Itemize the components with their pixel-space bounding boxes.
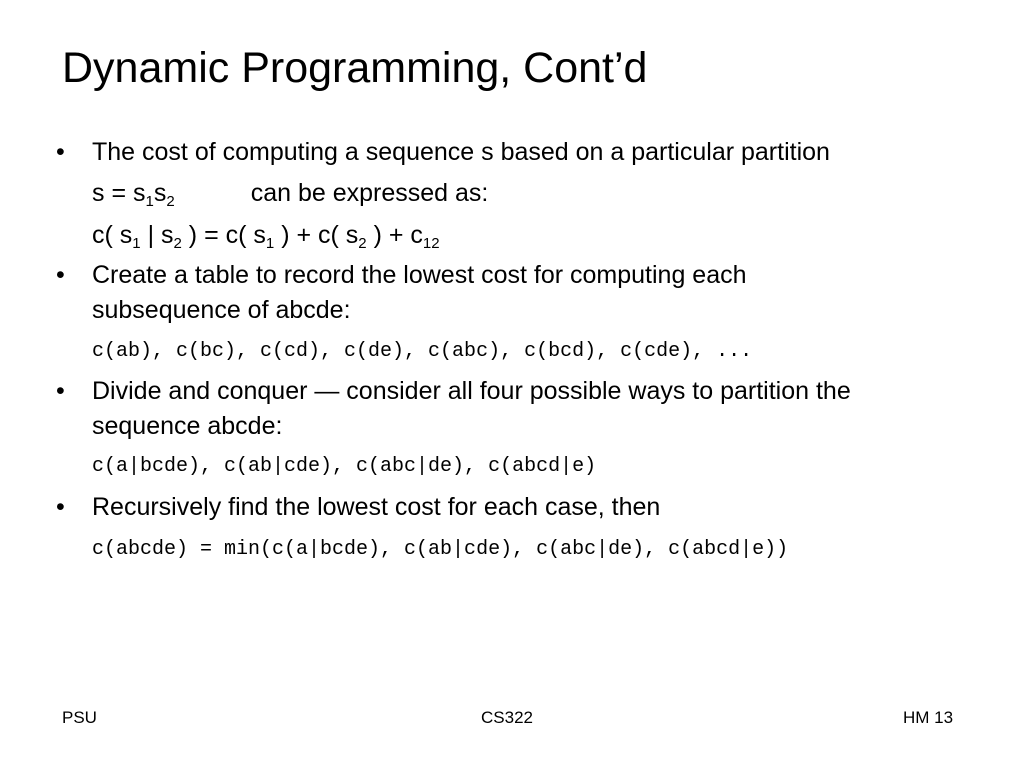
footer-left: PSU (62, 708, 97, 727)
subscript: 2 (166, 193, 175, 210)
formula-part: ) = c( s (181, 221, 266, 249)
bullet-marker: • (56, 261, 65, 289)
formula-s2: s (153, 179, 167, 207)
bullet-marker: • (56, 493, 65, 521)
formula-part: ) + c( s (274, 221, 359, 249)
subscript: 1 (145, 193, 154, 210)
subscript: 1 (132, 235, 141, 252)
bullet-4-code: c(abcde) = min(c(a|bcde), c(ab|cde), c(abc|de), c(abcd|e)) (92, 538, 789, 561)
slide-title: Dynamic Programming, Cont’d (62, 44, 648, 92)
bullet-3-code: c(a|bcde), c(ab|cde), c(abc|de), c(abcd|e) (92, 455, 597, 478)
bullet-1-text: The cost of computing a sequence s based on a particular partition (92, 138, 830, 166)
bullet-1-formula-cost (92, 220, 440, 250)
subscript: 1 (265, 235, 275, 252)
bullet-2-line-1: Create a table to record the lowest cost for computing each (92, 261, 747, 289)
bullet-3-line-2: sequence abcde: (92, 412, 283, 440)
subscript: 2 (358, 235, 367, 252)
footer-center: CS322 (481, 708, 533, 727)
bullet-marker: • (56, 377, 65, 405)
subscript: 2 (173, 235, 182, 252)
formula-part: c( s (92, 221, 133, 249)
bullet-1-formula-partition (92, 178, 488, 208)
footer-right: HM 13 (903, 708, 954, 727)
bullet-4-line-1: Recursively find the lowest cost for each case, then (92, 493, 661, 521)
formula-s: s (92, 179, 105, 207)
bullet-2-code: c(ab), c(bc), c(cd), c(de), c(abc), c(bcd), c(cde), ... (92, 340, 753, 363)
formula-part: ) + c (366, 221, 423, 249)
bullet-3-line-1: Divide and conquer — consider all four possible ways to partition the (92, 377, 851, 405)
bullet-marker: • (56, 138, 65, 166)
subscript: 12 (422, 235, 440, 252)
formula-eq: = s (104, 179, 146, 207)
formula-expressed-as: can be expressed as: (250, 179, 489, 207)
formula-part: | s (140, 221, 174, 249)
bullet-2-line-2: subsequence of abcde: (92, 296, 351, 324)
